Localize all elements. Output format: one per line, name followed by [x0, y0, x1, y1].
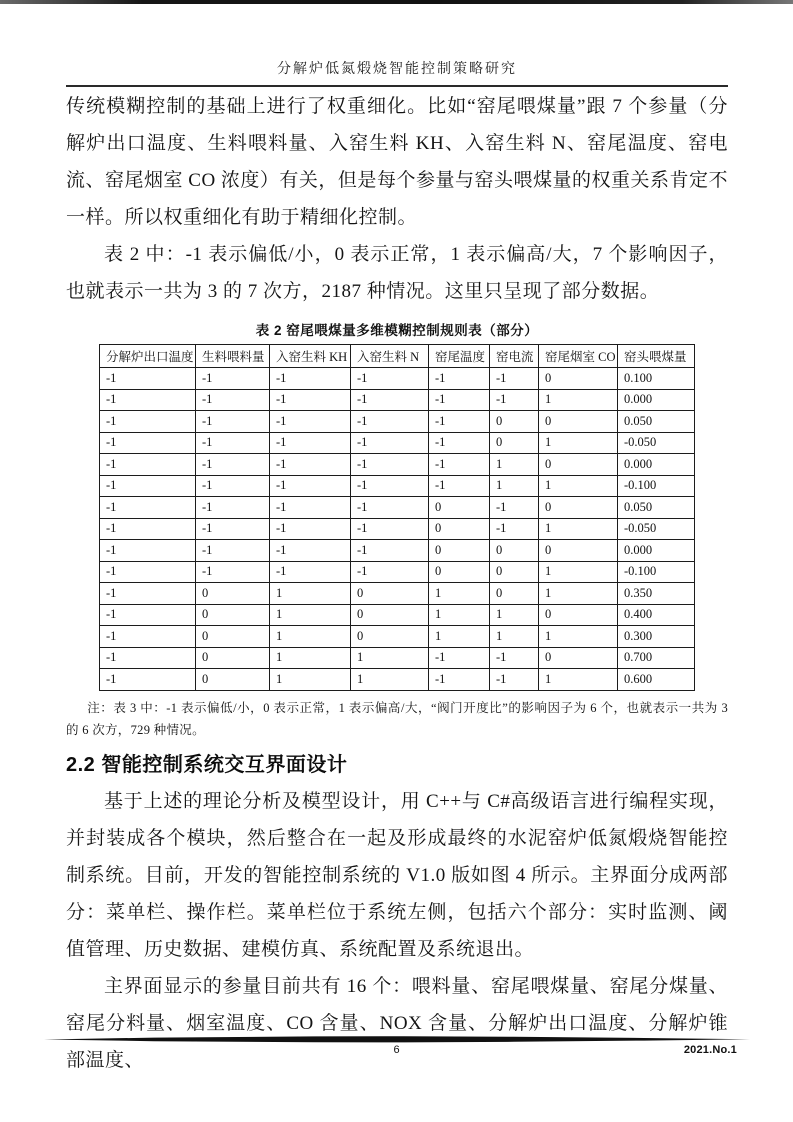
table-cell: -1: [351, 389, 429, 411]
table-cell: 0: [196, 583, 270, 605]
table-cell: -1: [490, 518, 539, 540]
table-cell: 1: [539, 583, 618, 605]
table-header-cell: 入窑生料 KH: [270, 345, 351, 368]
table-cell: -1: [100, 540, 196, 562]
table-cell: 0: [351, 583, 429, 605]
table-row: [100, 454, 695, 476]
table-cell: -1: [100, 454, 196, 476]
table-cell: -1: [351, 368, 429, 390]
table-row: [100, 368, 695, 390]
table-header-cell: 窑尾烟室 CO: [539, 345, 618, 368]
table-cell: -1: [196, 497, 270, 519]
rules-table: [99, 344, 695, 691]
table-cell: -0.100: [618, 561, 695, 583]
table-cell: -1: [196, 561, 270, 583]
table-cell: 0.300: [618, 626, 695, 648]
table-cell: 0: [429, 518, 490, 540]
table-cell: -1: [196, 411, 270, 433]
table-row: [100, 604, 695, 626]
table-cell: 0: [539, 540, 618, 562]
table-cell: -1: [429, 411, 490, 433]
table-cell: -1: [196, 475, 270, 497]
issue-number: 2021.No.1: [683, 1044, 737, 1056]
paragraph-weight-refinement: 传统模糊控制的基础上进行了权重细化。比如“窑尾喂煤量”跟 7 个参量（分解炉出口温度、生料喂料量、入窑生料 KH、入窑生料 N、窑尾温度、窑电流、窑尾烟室 CO 浓度）有关，但是每个参量与窑头喂煤量的权重关系肯定不一样。所以权重细化有助于精细化控制。: [66, 96, 728, 228]
rules-table-body: [100, 368, 695, 691]
table-cell: -1: [100, 626, 196, 648]
page-content: [66, 0, 728, 1079]
table-cell: -1: [100, 647, 196, 669]
table-cell: -0.050: [618, 432, 695, 454]
table-cell: 0: [490, 540, 539, 562]
table-row: [100, 389, 695, 411]
table-cell: -1: [196, 540, 270, 562]
table-cell: 1: [270, 583, 351, 605]
table-cell: -1: [100, 669, 196, 691]
table-cell: -1: [351, 518, 429, 540]
table-cell: 0: [539, 454, 618, 476]
table-cell: 0: [429, 540, 490, 562]
table-cell: -1: [429, 389, 490, 411]
table-cell: 0: [539, 368, 618, 390]
table-cell: 0.050: [618, 497, 695, 519]
table-cell: -1: [429, 669, 490, 691]
table-cell: 1: [429, 626, 490, 648]
table-caption: 表 2 窑尾喂煤量多维模糊控制规则表（部分）: [255, 323, 539, 338]
table-cell: 1: [539, 432, 618, 454]
table-cell: 0: [490, 411, 539, 433]
table-row: [100, 626, 695, 648]
table-cell: 1: [270, 647, 351, 669]
table-cell: -1: [351, 454, 429, 476]
table-cell: 0.400: [618, 604, 695, 626]
table-cell: -1: [351, 561, 429, 583]
table-row: [100, 497, 695, 519]
table-row: [100, 583, 695, 605]
table-row: [100, 647, 695, 669]
paragraph-system-implementation: 基于上述的理论分析及模型设计，用 C++与 C#高级语言进行编程实现，并封装成各个模块，然后整合在一起及形成最终的水泥窑炉低氮煅烧智能控制系统。目前，开发的智能控制系统的 V1.0 版如图 4 所示。主界面分成两部分：菜单栏、操作栏。菜单栏位于系统左侧，包括六个部分：实时监测、阈值管理、历史数据、建模仿真、系统配置及系统退出。: [66, 790, 728, 960]
table-cell: -1: [100, 561, 196, 583]
table-cell: -1: [100, 497, 196, 519]
table-row: [100, 432, 695, 454]
table-cell: 1: [539, 475, 618, 497]
rules-table-head: [100, 345, 695, 368]
table-cell: 0: [539, 411, 618, 433]
table-cell: -1: [270, 432, 351, 454]
table-header-cell: 分解炉出口温度: [100, 345, 196, 368]
table-cell: 1: [539, 389, 618, 411]
table-cell: -1: [429, 432, 490, 454]
table-cell: 0.350: [618, 583, 695, 605]
table-cell: -1: [429, 647, 490, 669]
table-cell: -1: [270, 561, 351, 583]
table-row: [100, 411, 695, 433]
table-header-cell: 入窑生料 N: [351, 345, 429, 368]
table-cell: 0.000: [618, 454, 695, 476]
table-cell: -1: [270, 454, 351, 476]
table-header-cell: 生料喂料量: [196, 345, 270, 368]
table-cell: 1: [270, 604, 351, 626]
table-cell: 0: [490, 432, 539, 454]
table-cell: 0.600: [618, 669, 695, 691]
table-row: [100, 518, 695, 540]
table-cell: 1: [539, 669, 618, 691]
table-header-row: [100, 345, 695, 368]
table-cell: 0: [351, 626, 429, 648]
table-header-cell: 窑尾温度: [429, 345, 490, 368]
table-cell: -1: [100, 583, 196, 605]
table-cell: -1: [490, 669, 539, 691]
table-cell: -1: [100, 411, 196, 433]
table-cell: 0: [196, 669, 270, 691]
table-row: [100, 475, 695, 497]
table-row: [100, 540, 695, 562]
table-cell: -1: [270, 497, 351, 519]
table-cell: 0: [351, 604, 429, 626]
table-cell: 0.000: [618, 389, 695, 411]
header-rule: [66, 85, 728, 87]
table-cell: -1: [196, 368, 270, 390]
table-cell: 0.100: [618, 368, 695, 390]
table-cell: -1: [351, 540, 429, 562]
table-cell: -1: [351, 411, 429, 433]
table-cell: 0: [490, 583, 539, 605]
section-heading-2-2: 2.2 智能控制系统交互界面设计: [66, 753, 348, 776]
table-cell: -1: [100, 604, 196, 626]
paragraph-main-ui-parameters: 主界面显示的参量目前共有 16 个：喂料量、窑尾喂煤量、窑尾分煤量、窑尾分料量、烟室温度、CO 含量、NOX 含量、分解炉出口温度、分解炉锥部温度、: [66, 975, 728, 1071]
table-cell: 1: [539, 561, 618, 583]
table-cell: 1: [539, 518, 618, 540]
table-note: 注：表 3 中：-1 表示偏低/小，0 表示正常，1 表示偏高/大，“阀门开度比”的影响因子为 6 个，也就表示一共为 3 的 6 次方，729 种情况。: [66, 700, 728, 737]
table-cell: 1: [429, 604, 490, 626]
table-cell: -1: [490, 497, 539, 519]
table-cell: 0.050: [618, 411, 695, 433]
table-cell: -1: [429, 454, 490, 476]
table-cell: 1: [490, 475, 539, 497]
page-footer: [0, 1036, 793, 1056]
table-cell: -1: [196, 389, 270, 411]
table-cell: 1: [490, 454, 539, 476]
running-header-title: 分解炉低氮煅烧智能控制策略研究: [277, 62, 517, 77]
table-cell: -1: [270, 389, 351, 411]
table-cell: -1: [100, 368, 196, 390]
page-number: 6: [393, 1044, 400, 1056]
table-cell: 0: [429, 561, 490, 583]
table-cell: -1: [100, 389, 196, 411]
table-cell: -1: [196, 432, 270, 454]
table-cell: -1: [196, 454, 270, 476]
table-row: [100, 669, 695, 691]
table-cell: 1: [351, 647, 429, 669]
table-cell: 1: [429, 583, 490, 605]
table-cell: -1: [270, 475, 351, 497]
table-cell: 0: [539, 647, 618, 669]
table-cell: 0: [539, 604, 618, 626]
table-header-cell: 窑电流: [490, 345, 539, 368]
table-cell: 1: [270, 669, 351, 691]
table-cell: -1: [270, 518, 351, 540]
table-cell: -1: [270, 540, 351, 562]
table-cell: -1: [490, 647, 539, 669]
table-cell: -1: [429, 475, 490, 497]
table-cell: -1: [490, 389, 539, 411]
table-cell: -1: [196, 518, 270, 540]
table-cell: 1: [351, 669, 429, 691]
table-cell: -1: [100, 475, 196, 497]
table-cell: -1: [100, 518, 196, 540]
table-cell: -1: [429, 368, 490, 390]
table-cell: 0: [429, 497, 490, 519]
table-cell: 1: [270, 626, 351, 648]
table-cell: -0.100: [618, 475, 695, 497]
table-cell: -0.050: [618, 518, 695, 540]
table-row: [100, 561, 695, 583]
table-cell: 0.700: [618, 647, 695, 669]
table-cell: 0: [196, 604, 270, 626]
table-cell: 1: [539, 626, 618, 648]
table-cell: -1: [100, 432, 196, 454]
table-header-cell: 窑头喂煤量: [618, 345, 695, 368]
table-cell: 0.000: [618, 540, 695, 562]
table-cell: -1: [490, 368, 539, 390]
table-cell: 0: [196, 626, 270, 648]
table-cell: 1: [490, 626, 539, 648]
table-cell: 0: [490, 561, 539, 583]
table-cell: -1: [270, 411, 351, 433]
table-cell: -1: [351, 475, 429, 497]
footer-rule: [44, 1036, 750, 1043]
table-cell: -1: [270, 368, 351, 390]
table-cell: -1: [351, 497, 429, 519]
table-cell: 0: [539, 497, 618, 519]
table-cell: -1: [351, 432, 429, 454]
paragraph-table2-explanation: 表 2 中：-1 表示偏低/小，0 表示正常，1 表示偏高/大，7 个影响因子，也就表示一共为 3 的 7 次方，2187 种情况。这里只呈现了部分数据。: [66, 244, 728, 302]
table-cell: 0: [196, 647, 270, 669]
table-cell: 1: [490, 604, 539, 626]
